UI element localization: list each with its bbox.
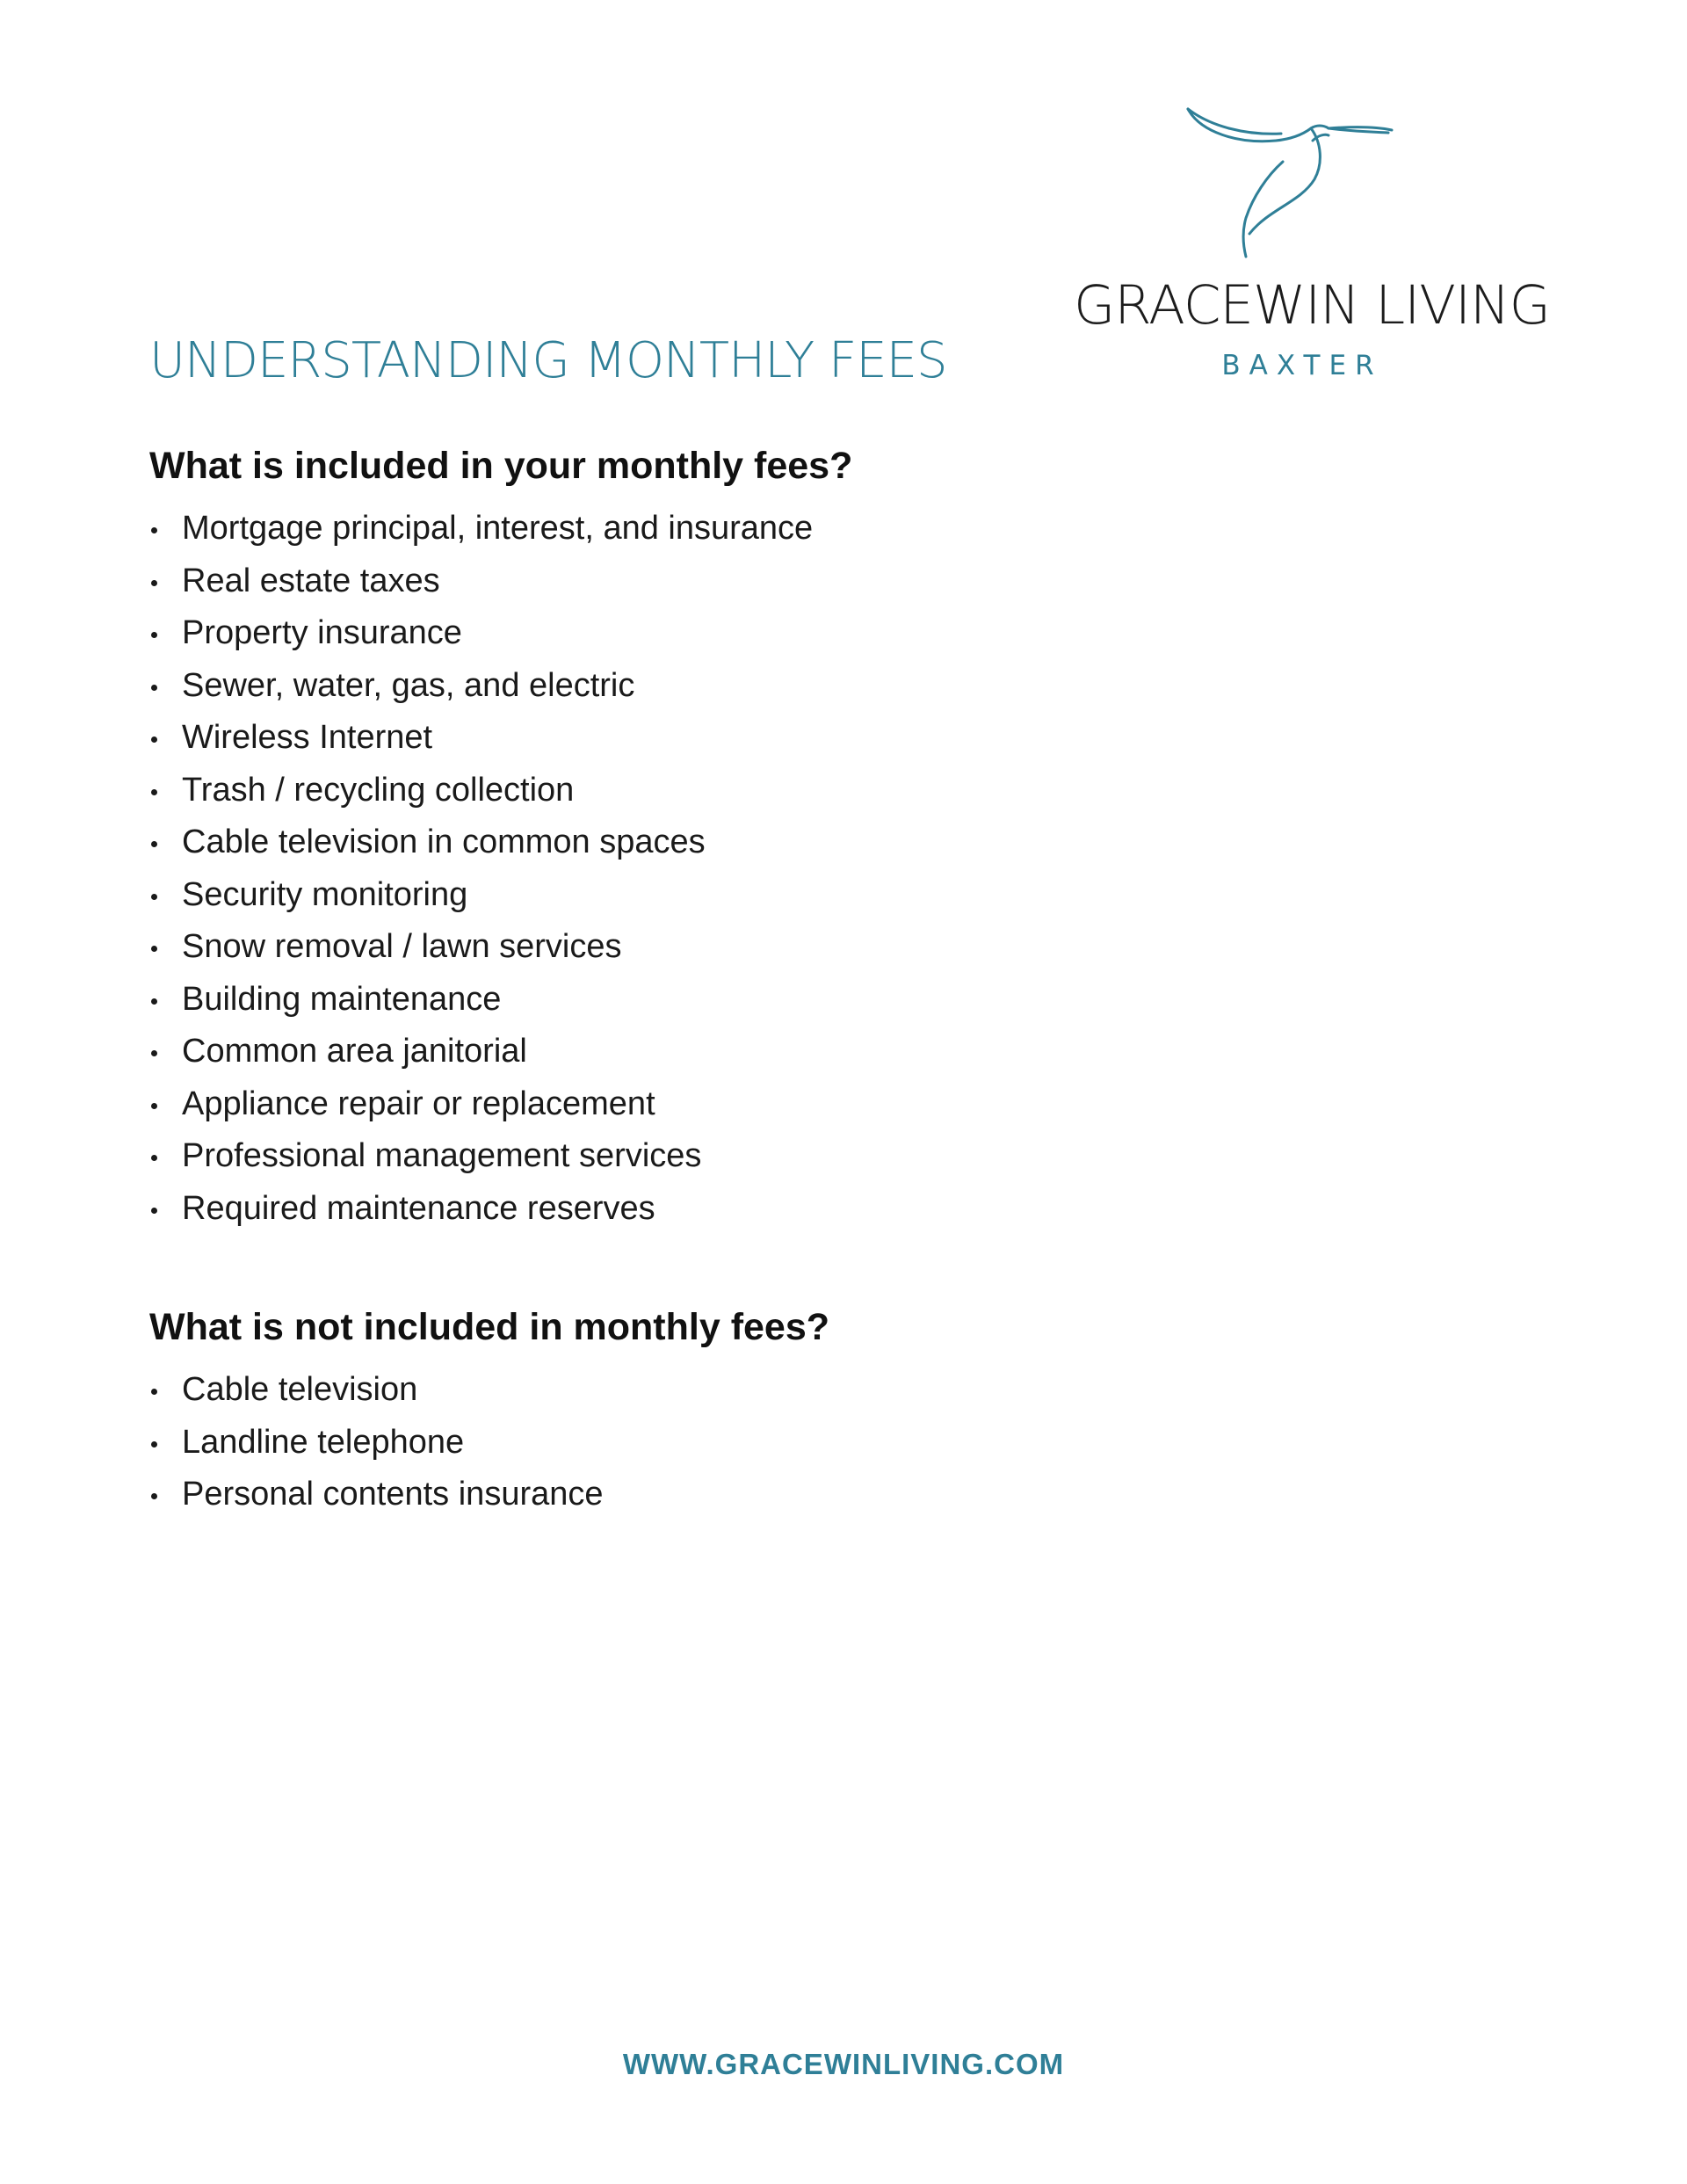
list-item: Cable television xyxy=(149,1364,829,1417)
brand-location: BAXTER xyxy=(1221,350,1383,381)
list-item: Real estate taxes xyxy=(149,555,852,608)
not-included-list xyxy=(149,1364,829,1521)
list-item: Mortgage principal, interest, and insurance xyxy=(149,503,852,555)
not-included-heading: What is not included in monthly fees? xyxy=(149,1306,830,1348)
list-item: Wireless Internet xyxy=(149,712,852,765)
list-item: Personal contents insurance xyxy=(149,1469,829,1521)
included-list xyxy=(149,503,852,1235)
list-item: Professional management services xyxy=(149,1130,852,1183)
list-item: Required maintenance reserves xyxy=(149,1183,852,1236)
included-heading: What is included in your monthly fees? xyxy=(149,445,853,487)
hummingbird-icon xyxy=(1184,105,1395,259)
list-item: Property insurance xyxy=(149,607,852,660)
page-title: UNDERSTANDING MONTHLY FEES xyxy=(149,332,947,389)
list-item: Sewer, water, gas, and electric xyxy=(149,660,852,713)
footer-website-link[interactable]: WWW.GRACEWINLIVING.COM xyxy=(622,2048,1065,2080)
not-included-section xyxy=(149,1301,829,1521)
list-item: Landline telephone xyxy=(149,1417,829,1469)
list-item: Security monitoring xyxy=(149,869,852,922)
included-section xyxy=(149,439,852,1235)
list-item: Trash / recycling collection xyxy=(149,765,852,817)
list-item: Building maintenance xyxy=(149,974,852,1027)
brand-name: GRACEWIN LIVING xyxy=(1074,274,1550,337)
list-item: Common area janitorial xyxy=(149,1026,852,1078)
list-item: Snow removal / lawn services xyxy=(149,921,852,974)
list-item: Cable television in common spaces xyxy=(149,816,852,869)
list-item: Appliance repair or replacement xyxy=(149,1078,852,1131)
brand-logo xyxy=(1074,105,1548,387)
